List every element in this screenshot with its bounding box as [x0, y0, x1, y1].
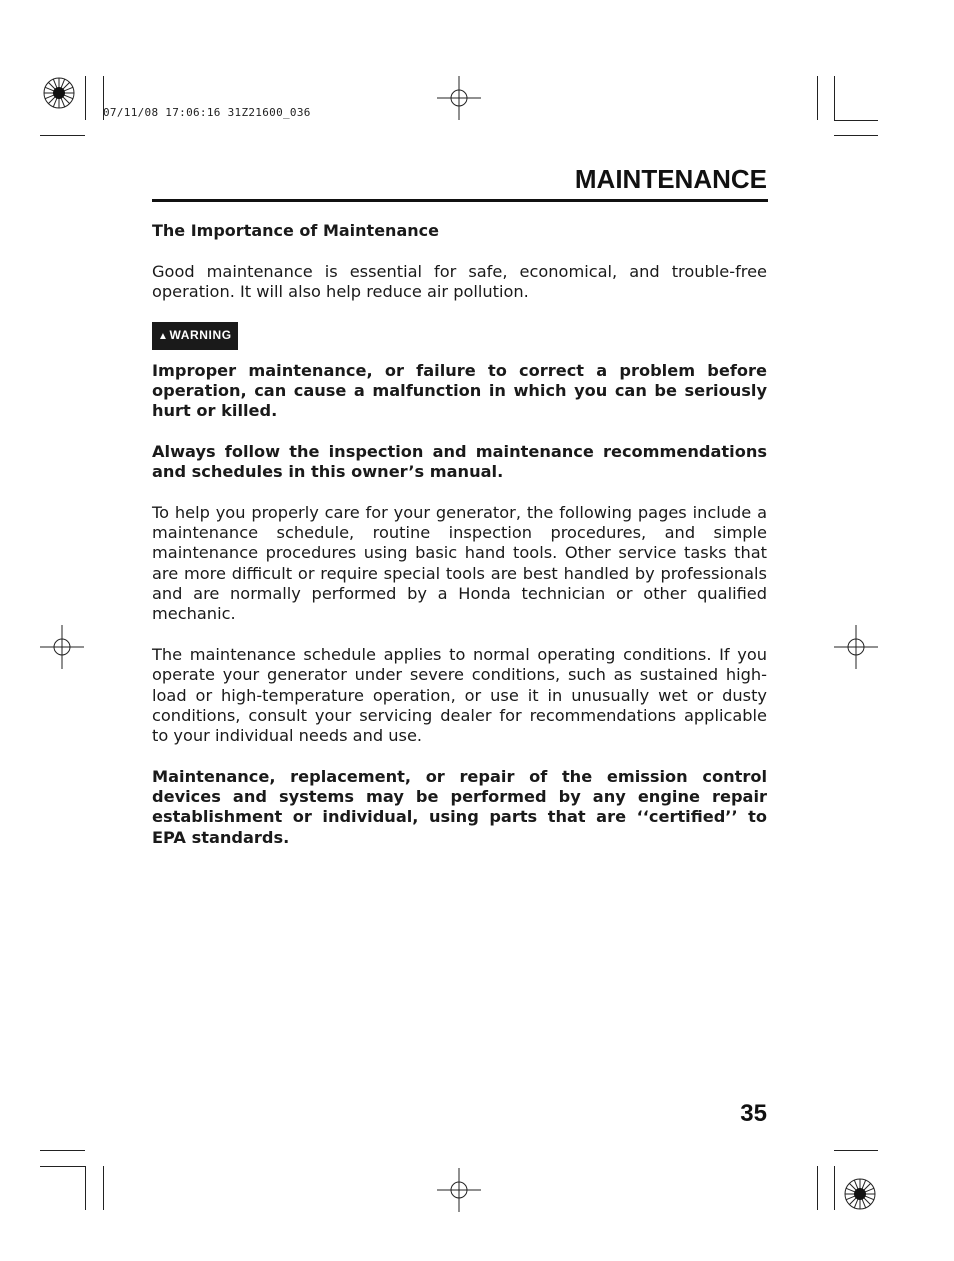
- title-rule: [152, 199, 768, 202]
- crosshair-icon: [437, 1168, 481, 1212]
- crop-mark: [834, 120, 878, 121]
- page-number: 35: [740, 1100, 767, 1127]
- crop-mark: [834, 76, 835, 120]
- warning-text: Improper maintenance, or failure to correct a problem before operation, can cause a malfunction in which you can be seriously hurt or killed.: [152, 360, 767, 421]
- body-paragraph: The maintenance schedule applies to normal operating conditions. If you operate your generator under severe conditions, such as sustained high-load or high-temperature operation, or use it in unusually wet or dusty conditions, consult your servicing dealer for recommendations applicable to your individual needs and use.: [152, 644, 767, 746]
- page-content: [152, 221, 767, 868]
- crop-mark: [40, 1150, 85, 1151]
- crop-mark: [85, 76, 86, 120]
- crop-mark: [834, 1166, 835, 1210]
- crop-mark: [40, 1166, 85, 1167]
- crosshair-icon: [437, 76, 481, 120]
- crop-mark: [103, 1166, 104, 1210]
- warning-label: WARNING: [169, 328, 232, 343]
- section-heading: The Importance of Maintenance: [152, 221, 439, 240]
- print-stamp: 07/11/08 17:06:16 31Z21600_036: [103, 106, 311, 119]
- crosshair-icon: [40, 625, 84, 669]
- registration-sunburst-icon: [42, 76, 76, 110]
- crop-mark: [834, 135, 878, 136]
- crop-mark: [40, 135, 85, 136]
- registration-sunburst-icon: [843, 1177, 877, 1211]
- page-title: MAINTENANCE: [574, 164, 767, 194]
- emission-note: Maintenance, replacement, or repair of the emission control devices and systems may be performed by any engine repair establishment or individual, using parts that are ‘‘certified’’ to EPA standards.: [152, 766, 767, 847]
- crop-mark: [85, 1166, 86, 1210]
- crosshair-icon: [834, 625, 878, 669]
- crop-mark: [834, 1150, 878, 1151]
- warning-badge: [152, 322, 238, 349]
- warning-followup: Always follow the inspection and maintenance recommendations and schedules in this owner’s manual.: [152, 441, 767, 482]
- crop-mark: [817, 76, 818, 120]
- warning-triangle-icon: ▲: [158, 331, 169, 343]
- body-paragraph: To help you properly care for your generator, the following pages include a maintenance schedule, routine inspection procedures, and simple maintenance procedures using basic hand tools. Other service tasks that are more difficult or require special tools are best handled by professionals and are normally performed by a Honda technician or other qualified mechanic.: [152, 502, 767, 624]
- crop-mark: [817, 1166, 818, 1210]
- intro-paragraph: Good maintenance is essential for safe, economical, and trouble-free operation. It will also help reduce air pollution.: [152, 261, 767, 301]
